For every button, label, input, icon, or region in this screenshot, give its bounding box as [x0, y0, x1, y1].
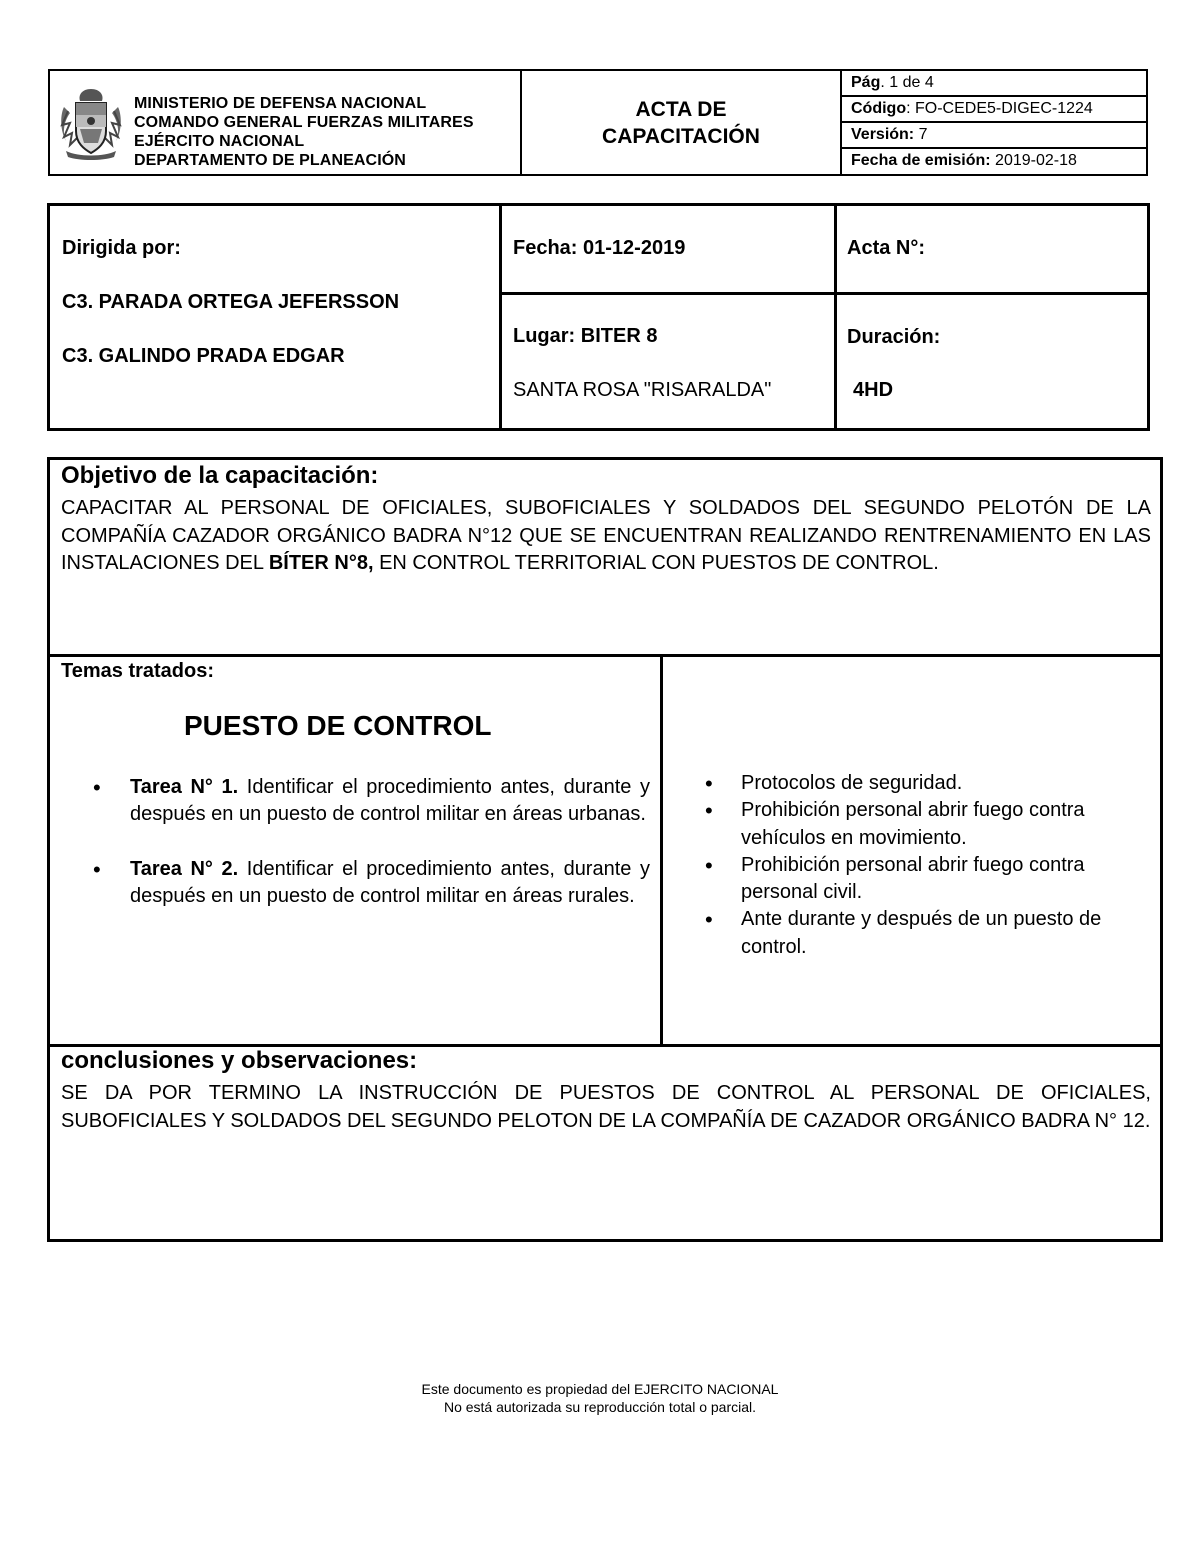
page-number: Pág. 1 de 4 [842, 71, 1146, 97]
list-item: • Prohibición personal abrir fuego contra personal civil. [741, 852, 1155, 907]
divider [837, 292, 1147, 295]
date-place-cell [502, 206, 837, 428]
duration-value: 4HD [853, 379, 894, 401]
document-version: Versión: 7 [842, 123, 1146, 149]
session-place-detail: SANTA ROSA "RISARALDA" [513, 379, 772, 401]
document-header [48, 69, 1148, 176]
session-place: Lugar: BITER 8 [513, 325, 658, 347]
org-line: EJÉRCITO NACIONAL [134, 133, 305, 150]
instructor-name: C3. PARADA ORTEGA JEFERSSON [62, 291, 400, 313]
list-item: • Protocolos de seguridad. [741, 770, 1155, 797]
topic-items-list [741, 770, 1155, 961]
divider [660, 654, 663, 1044]
organization-cell [50, 71, 522, 174]
list-item: • Prohibición personal abrir fuego contra vehículos en movimiento. [741, 797, 1155, 852]
task-list [130, 774, 650, 937]
conclusions-text: SE DA POR TERMINO LA INSTRUCCIÓN DE PUESTOS DE CONTROL AL PERSONAL DE OFICIALES, SUBOFICIALES Y SOLDADOS DEL SEGUNDO PELOTON DE LA COMPAÑÍA DE CAZADOR ORGÁNICO BADRA N° 12. [61, 1082, 1151, 1132]
training-content [47, 457, 1163, 1242]
document-title-line: ACTA DE [635, 97, 727, 121]
topics-label: Temas tratados: [61, 660, 215, 682]
divider [502, 292, 834, 295]
divider [50, 654, 1160, 657]
objective-text: CAPACITAR AL PERSONAL DE OFICIALES, SUBOFICIALES Y SOLDADOS DEL SEGUNDO PELOTÓN DE LA COMPAÑÍA CAZADOR ORGÁNICO BADRA N°12 QUE SE ENCUENTRAN REALIZANDO RENTRENAMIENTO EN LAS INSTALACIONES DEL BÍTER N°8, EN CONTROL TERRITORIAL CON PUESTOS DE CONTROL. [61, 497, 1151, 574]
instructor-name: C3. GALINDO PRADA EDGAR [62, 345, 345, 367]
footer-line: No está autorizada su reproducción total o parcial. [443, 1399, 757, 1415]
org-line: DEPARTAMENTO DE PLANEACIÓN [134, 152, 406, 169]
document-code: Código: FO-CEDE5-DIGEC-1224 [842, 97, 1146, 123]
army-crest-icon [58, 85, 124, 161]
list-item: • Ante durante y después de un puesto de control. [741, 906, 1155, 961]
objective-title: Objetivo de la capacitación: [61, 462, 379, 489]
document-meta [842, 71, 1146, 174]
directed-by-label: Dirigida por: [62, 237, 181, 259]
issue-date: Fecha de emisión: 2019-02-18 [851, 152, 1077, 169]
document-footer [0, 1380, 1200, 1416]
conclusions-title: conclusiones y observaciones: [61, 1047, 418, 1074]
duration-label: Duración: [847, 326, 941, 348]
topics-heading: PUESTO DE CONTROL [184, 710, 492, 741]
list-item: • Tarea N° 2. Identificar el procedimiento antes, durante y después en un puesto de control militar en áreas rurales. [130, 856, 650, 911]
session-date: Fecha: 01-12-2019 [513, 237, 686, 259]
directed-by-cell [50, 206, 502, 428]
organization-lines [134, 94, 474, 170]
list-item: • Tarea N° 1. Identificar el procedimiento antes, durante y después en un puesto de control militar en áreas urbanas. [130, 774, 650, 829]
footer-line: Este documento es propiedad del EJERCITO NACIONAL [421, 1381, 779, 1397]
org-line: MINISTERIO DE DEFENSA NACIONAL [134, 95, 427, 112]
document-title [522, 71, 842, 174]
org-line: COMANDO GENERAL FUERZAS MILITARES [134, 114, 474, 131]
document-title-line: CAPACITACIÓN [602, 124, 760, 148]
acta-number-label: Acta N°: [847, 237, 926, 259]
session-info-table [47, 203, 1150, 431]
acta-duration-cell [837, 206, 1147, 428]
